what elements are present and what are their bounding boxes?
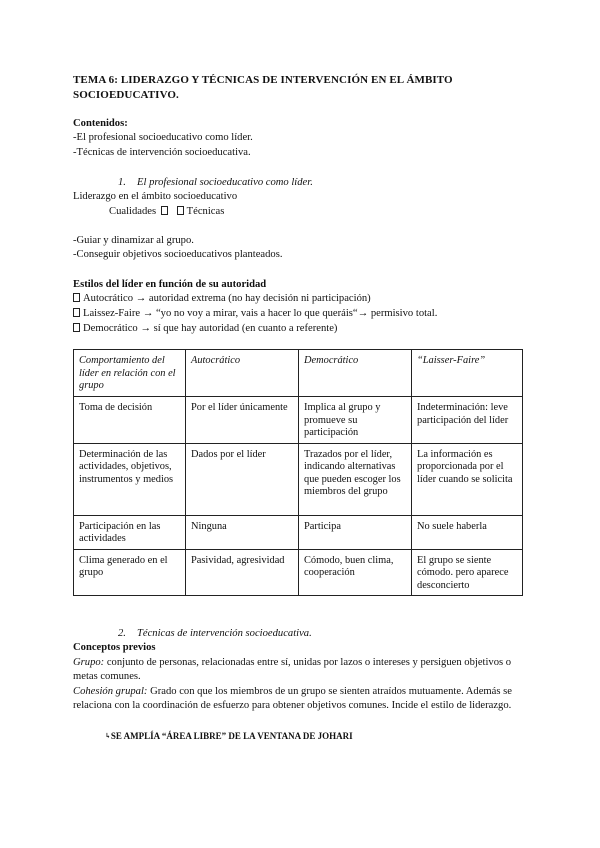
table-cell: Cómodo, buen clima, cooperación xyxy=(299,549,412,596)
table-cell: No suele haberla xyxy=(412,515,523,549)
contents-heading: Contenidos: xyxy=(73,118,128,129)
grupo-term: Grupo: xyxy=(73,657,105,668)
style-text: Laissez-Faire → “yo no voy a mirar, vais a hacer lo que queráis“→ permisivo total. xyxy=(83,308,438,319)
table-header-cell: Democrático xyxy=(299,350,412,397)
section1-number: 1. xyxy=(118,177,126,188)
contents-item-2: -Técnicas de intervención socioeducativa. xyxy=(73,147,251,158)
table-cell: Participación en las actividades xyxy=(74,515,186,549)
document-title-line2: SOCIOEDUCATIVO. xyxy=(73,89,179,101)
table-cell: Ninguna xyxy=(186,515,299,549)
table-row xyxy=(74,397,523,444)
qualities-label: Cualidades xyxy=(109,206,157,217)
table-cell: Participa xyxy=(299,515,412,549)
missing-glyph-icon xyxy=(161,206,168,215)
table-row xyxy=(74,443,523,515)
johari-text: SE AMPLÍA “ÁREA LIBRE” DE LA VENTANA DE JOHARI xyxy=(110,731,353,741)
qualities-techniques-line xyxy=(109,205,224,220)
style-text: Autocrático → autoridad extrema (no hay decisión ni participación) xyxy=(83,293,371,304)
styles-heading: Estilos del líder en función de su autoridad xyxy=(73,279,267,290)
section1-bullet-2: -Conseguir objetivos socioeducativos planteados. xyxy=(73,249,283,260)
bullet-glyph-icon xyxy=(73,293,80,302)
bullet-glyph-icon xyxy=(73,323,80,332)
section2-number: 2. xyxy=(118,628,126,639)
style-item-autocratic xyxy=(73,292,371,307)
table-header-row xyxy=(74,350,523,397)
section1-heading: El profesional socioeducativo como líder. xyxy=(137,177,313,188)
table-cell: Determinación de las actividades, objetivos, instrumentos y medios xyxy=(74,443,186,515)
style-item-laissez-faire xyxy=(73,307,437,322)
bullet-glyph-icon xyxy=(73,308,80,317)
table-cell: Por el líder únicamente xyxy=(186,397,299,444)
table-cell: Toma de decisión xyxy=(74,397,186,444)
concepts-heading: Conceptos previos xyxy=(73,642,156,653)
leadership-styles-table xyxy=(73,349,523,596)
table-header-cell: Comportamiento del líder en relación con el grupo xyxy=(74,350,186,397)
style-item-democratic xyxy=(73,322,337,337)
table-cell: Indeterminación: leve participación del líder xyxy=(412,397,523,444)
table-cell: Implica al grupo y promueve su participación xyxy=(299,397,412,444)
table-cell: Clima generado en el grupo xyxy=(74,549,186,596)
table-header-cell: “Laisser-Faire” xyxy=(412,350,523,397)
missing-glyph-icon xyxy=(177,206,184,215)
grupo-text: conjunto de personas, relacionadas entre sí, unidas por lazos o intereses y persiguen objetivos o metas comunes. xyxy=(73,657,512,682)
techniques-label: Técnicas xyxy=(186,206,225,217)
leadership-line: Liderazgo en el ámbito socioeducativo xyxy=(73,191,238,202)
johari-note xyxy=(105,729,353,744)
document-title-line1: TEMA 6: LIDERAZGO Y TÉCNICAS DE INTERVENCIÓN EN EL ÁMBITO xyxy=(73,74,453,86)
section1-bullet-1: -Guiar y dinamizar al grupo. xyxy=(73,235,194,246)
table-cell: Trazados por el líder, indicando alternativas que pueden escoger los miembros del grupo xyxy=(299,443,412,515)
style-text: Democrático → sí que hay autoridad (en cuanto a referente) xyxy=(83,323,338,334)
table-cell: El grupo se siente cómodo. pero aparece desconcierto xyxy=(412,549,523,596)
table-header-cell: Autocrático xyxy=(186,350,299,397)
table-cell: Dados por el líder xyxy=(186,443,299,515)
table-row xyxy=(74,549,523,596)
cohesion-text: Grado con que los miembros de un grupo se sienten atraídos mutuamente. Además se relaciona con la coordinación de esfuerzo para obtener objetivos comunes. Incide el estilo de liderazgo. xyxy=(73,686,512,711)
table-cell: Pasividad, agresividad xyxy=(186,549,299,596)
small-arrow-icon: ↳ xyxy=(105,732,111,740)
contents-item-1: -El profesional socioeducativo como líder. xyxy=(73,132,253,143)
section2-heading: Técnicas de intervención socioeducativa. xyxy=(137,628,312,639)
cohesion-definition xyxy=(73,685,533,713)
table-row xyxy=(74,515,523,549)
table-cell: La información es proporcionada por el líder cuando se solicita xyxy=(412,443,523,515)
cohesion-term: Cohesión grupal: xyxy=(73,686,148,697)
grupo-definition xyxy=(73,656,533,684)
